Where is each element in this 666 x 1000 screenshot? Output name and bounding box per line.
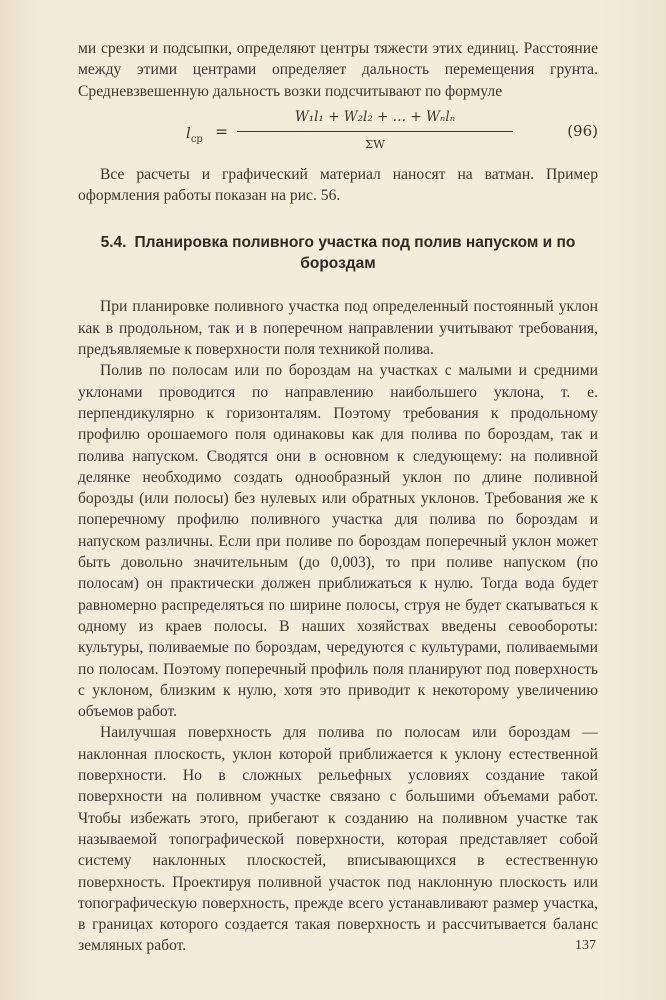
formula-denominator: ΣW <box>365 137 385 152</box>
formula-numerator: W₁l₁ + W₂l₂ + … + Wₙlₙ <box>294 108 456 125</box>
section-title: Планировка поливного участка под полив напуском и по бороздам <box>134 234 576 273</box>
formula-96 <box>78 104 598 164</box>
paragraph-continued: ми срезки и подсыпки, определяют центры тяжести этих единиц. Расстояние между этими центрами определяет дальность перемещения грунта. Средневзвешенную дальность возки подсчитывают по формуле <box>78 40 598 100</box>
formula-lhs-subscript: ср <box>190 133 203 145</box>
page-number: 137 <box>575 938 596 953</box>
section-heading <box>78 232 598 274</box>
section-number: 5.4. <box>100 234 127 252</box>
formula-fraction <box>231 107 519 156</box>
formula-lhs: $l_{ср}$ <box>186 123 203 145</box>
paragraph-after-formula: Все расчеты и графический материал наносят на ватман. Пример оформления работы показан на рис. 56. <box>78 165 598 205</box>
formula-number: (96) <box>567 121 598 140</box>
paragraph-1: При планировке поливного участка под определенный постоянный уклон как в продольном, так и в поперечном направлении учитывают требования, предъявляемые к поверхности поля техникой полива. <box>78 298 598 359</box>
paragraph-3: Наилучшая поверхность для полива по полосам или бороздам — наклонная плоскость, уклон которой приближается к уклону естественной поверхности. Но в сложных рельефных условиях создание такой поверхности на поливном участке связано с большими объемами работ. Чтобы избежать этого, прибегают к созданию на поливном участке так называемой топографической поверхности, которая представляет собой систему наклонных плоскостей, вписывающихся в естественную поверхность. Проектируя поливной участок под наклонную плоскость или топографическую поверхность, прежде всего устанавливают размер участка, в границах которого создается такая поверхность и рассчитывается баланс земляных работ. <box>78 724 598 955</box>
paragraph-2: Полив по полосам или по бороздам на участках с малыми и средними уклонами проводится по направлению наибольшего уклона, т. е. перпендикулярно к горизонталям. Поэтому требования к продольному профилю орошаемого поля одинаковы как для полива по бороздам, так и полива напуском. Сводятся они в основном к следующему: на поливной делянке необходимо создать однообразный уклон по длине поливной борозды (или полосы) без нулевых или обратных уклонов. Требования же к поперечному профилю поливного участка для полива по бороздам и напуском различны. Если при поливе по бороздам поперечный уклон может быть довольно значительным (до 0,003), то при поливе напуском (по полосам) он практически должен приближаться к нулю. Тогда вода будет равномерно распределяться по ширине полосы, струя не будет скатываться к одному из краев полосы. В наших хозяйствах введены севообороты: культуры, поливаемые по бороздам, чередуются с культурами, поливаемыми по полосам. Поэтому поперечный профиль поля планируют под поверхность с уклоном, близким к нулю, хотя это приводит к некоторому увеличению объемов работ. <box>78 362 598 721</box>
formula-equals: = <box>215 122 229 141</box>
text-column <box>78 38 598 957</box>
